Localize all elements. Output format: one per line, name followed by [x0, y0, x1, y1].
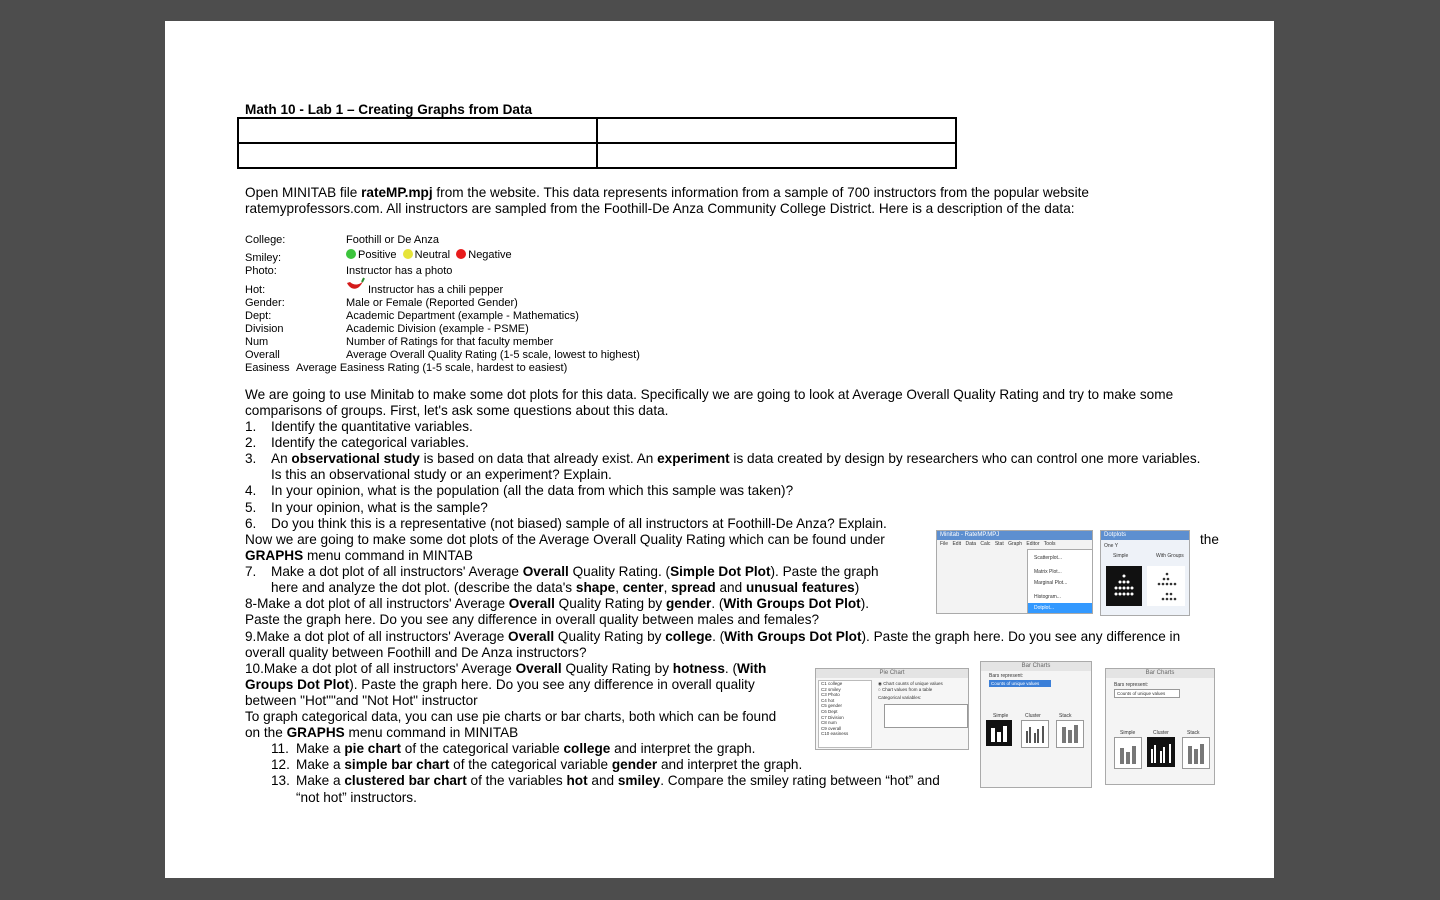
var-desc: Average Overall Quality Rating (1-5 scale, lowest to highest): [346, 349, 640, 361]
question-text: Identify the quantitative variables.: [271, 419, 473, 434]
bar-charts-dialog-screenshot-cluster: Bar Charts Bars represent: Counts of unique values Simple Cluster Stack: [1105, 668, 1215, 785]
question-text: Make a pie chart of the categorical variable college and interpret the graph.: [296, 741, 756, 756]
para2-line-2: comparisons of groups. First, let's ask some questions about this data.: [245, 403, 669, 418]
question-number: 5.: [245, 500, 257, 515]
positive-smiley-icon: [346, 249, 356, 259]
chili-pepper-icon: [345, 277, 365, 293]
categorical-intro-line-1: To graph categorical data, you can use pie charts or bar charts, both which can be found: [245, 709, 777, 724]
question-number: 4.: [245, 483, 257, 498]
header-cell: [238, 143, 597, 168]
dot-intro-line-2: GRAPHS menu command in MINTAB: [245, 548, 473, 563]
var-name: College:: [245, 234, 286, 246]
intro-line-1: Open MINITAB file rateMP.mpj from the website. This data represents information from a sample of 700 instructors from the popular website: [245, 185, 1089, 200]
question-text: Paste the graph here. Do you see any difference in overall quality between males and females?: [245, 612, 820, 627]
question-text: here and analyze the dot plot. (describe the data's shape, center, spread and unusual features): [271, 580, 860, 595]
bar-charts-dialog-screenshot: Bar Charts Bars represent: Counts of unique values Simple Cluster Stack: [980, 661, 1092, 788]
var-desc: Instructor has a chili pepper: [368, 284, 504, 296]
cluster-bar-option: [1021, 720, 1049, 748]
minitab-graph-menu-screenshot: [936, 530, 1093, 614]
var-desc: Academic Department (example - Mathematics): [346, 310, 579, 322]
question-text: An observational study is based on data that already exist. An experiment is data created by design by researchers who can control one more variables.: [271, 451, 1201, 466]
question-text: 10.Make a dot plot of all instructors' Average Overall Quality Rating by hotness. (With: [245, 661, 767, 676]
question-text: Do you think this is a representative (not biased) sample of all instructors at Foothill-De Anza? Explain.: [271, 516, 887, 531]
question-text: 9.Make a dot plot of all instructors' Average Overall Quality Rating by college. (With Groups Dot Plot). Paste the graph here. Do you see any difference in: [245, 629, 1181, 644]
categorical-intro-line-2: on the GRAPHS menu command in MINITAB: [245, 725, 519, 740]
question-text: “not hot” instructors.: [296, 790, 417, 805]
question-text: In your opinion, what is the sample?: [271, 500, 488, 515]
var-desc: Number of Ratings for that faculty member: [346, 336, 554, 348]
var-desc: Average Easiness Rating (1-5 scale, hardest to easiest): [296, 362, 568, 374]
header-cell: [238, 118, 597, 143]
dot-intro-the: the: [1200, 532, 1219, 547]
question-text: Identify the categorical variables.: [271, 435, 469, 450]
question-text: overall quality between Foothill and De Anza instructors?: [245, 645, 587, 660]
question-number: 12.: [271, 757, 290, 772]
question-text: 8-Make a dot plot of all instructors' Average Overall Quality Rating by gender. (With Groups Dot Plot).: [245, 596, 870, 611]
graph-dropdown-menu: Scatterplot... Matrix Plot... Marginal Plot... Histogram... Dotplot...: [1027, 549, 1093, 613]
dot-intro-line-1: Now we are going to make some dot plots of the Average Overall Quality Rating which can be found under: [245, 532, 885, 547]
header-table: [237, 117, 957, 169]
question-number: 2.: [245, 435, 257, 450]
question-text: Make a simple bar chart of the categorical variable gender and interpret the graph.: [296, 757, 803, 772]
minitab-window-title: Minitab - RateMP.MPJ: [937, 531, 1092, 540]
question-number: 7.: [245, 564, 257, 579]
var-desc: Academic Division (example - PSME): [346, 323, 529, 335]
var-name: Division: [245, 323, 284, 335]
question-text: Make a clustered bar chart of the variables hot and smiley. Compare the smiley rating between “hot” and: [296, 773, 940, 788]
var-name: Gender:: [245, 297, 285, 309]
simple-bar-option: [1114, 737, 1142, 769]
dotplots-dialog-screenshot: Dotplots One Y Simple With Groups: [1100, 530, 1190, 616]
var-name: Overall: [245, 349, 280, 361]
page-title: Math 10 - Lab 1 – Creating Graphs from Data: [245, 102, 533, 117]
question-text: Make a dot plot of all instructors' Average Overall Quality Rating. (Simple Dot Plot). Paste the graph: [271, 564, 879, 579]
intro-line-2: ratemyprofessors.com. All instructors are sampled from the Foothill-De Anza Community College District. Here is a description of the data:: [245, 201, 1075, 216]
smiley-legend: Positive Neutral Negative: [346, 249, 512, 262]
var-name: Dept:: [245, 310, 272, 322]
pie-chart-dialog-screenshot: Pie Chart C1 college C2 smiley C3 Photo C4 hot C5 gender C6 Dept C7 Division C8 num C9 overall C10 easiness ◉ Chart counts of unique values ○ Chart values from a table Categorical variables:: [815, 668, 969, 750]
question-text: Groups Dot Plot). Paste the graph here. Do you see any difference in overall quality: [245, 677, 755, 692]
question-number: 6.: [245, 516, 257, 531]
question-number: 11.: [271, 741, 289, 756]
question-text: between "Hot""and "Not Hot" instructor: [245, 693, 478, 708]
var-desc: Male or Female (Reported Gender): [346, 297, 518, 309]
var-name: Easiness: [245, 362, 290, 374]
negative-smiley-icon: [456, 249, 466, 259]
var-name: Smiley:: [245, 252, 282, 264]
stack-bar-option: [1056, 720, 1084, 748]
minitab-menubar: File Edit Data Calc Stat Graph Editor Tools: [940, 541, 1056, 547]
pie-variable-list: C1 college C2 smiley C3 Photo C4 hot C5 gender C6 Dept C7 Division C8 num C9 overall C10 easiness: [818, 680, 872, 748]
simple-dotplot-option: [1106, 566, 1142, 606]
var-desc: Foothill or De Anza: [346, 234, 439, 246]
question-number: 1.: [245, 419, 257, 434]
neutral-smiley-icon: [403, 249, 413, 259]
cluster-bar-option: [1147, 737, 1175, 767]
stack-bar-option: [1182, 737, 1210, 769]
para2-line-1: We are going to use Minitab to make some dot plots for this data. Specifically we are going to look at Average Overall Quality Rating and try to make some: [245, 387, 1174, 402]
header-cell: [597, 118, 956, 143]
document-page: [165, 21, 1274, 878]
question-number: 3.: [245, 451, 257, 466]
question-text: In your opinion, what is the population (all the data from which this sample was taken)?: [271, 483, 794, 498]
simple-bar-option: [986, 720, 1012, 746]
question-text: Is this an observational study or an experiment? Explain.: [271, 467, 612, 482]
header-cell: [597, 143, 956, 168]
var-name: Photo:: [245, 265, 277, 277]
var-desc: Instructor has a photo: [346, 265, 453, 277]
var-name: Num: [245, 336, 269, 348]
groups-dotplot-option: [1147, 566, 1185, 606]
var-name: Hot:: [245, 284, 266, 296]
question-number: 13.: [271, 773, 290, 788]
